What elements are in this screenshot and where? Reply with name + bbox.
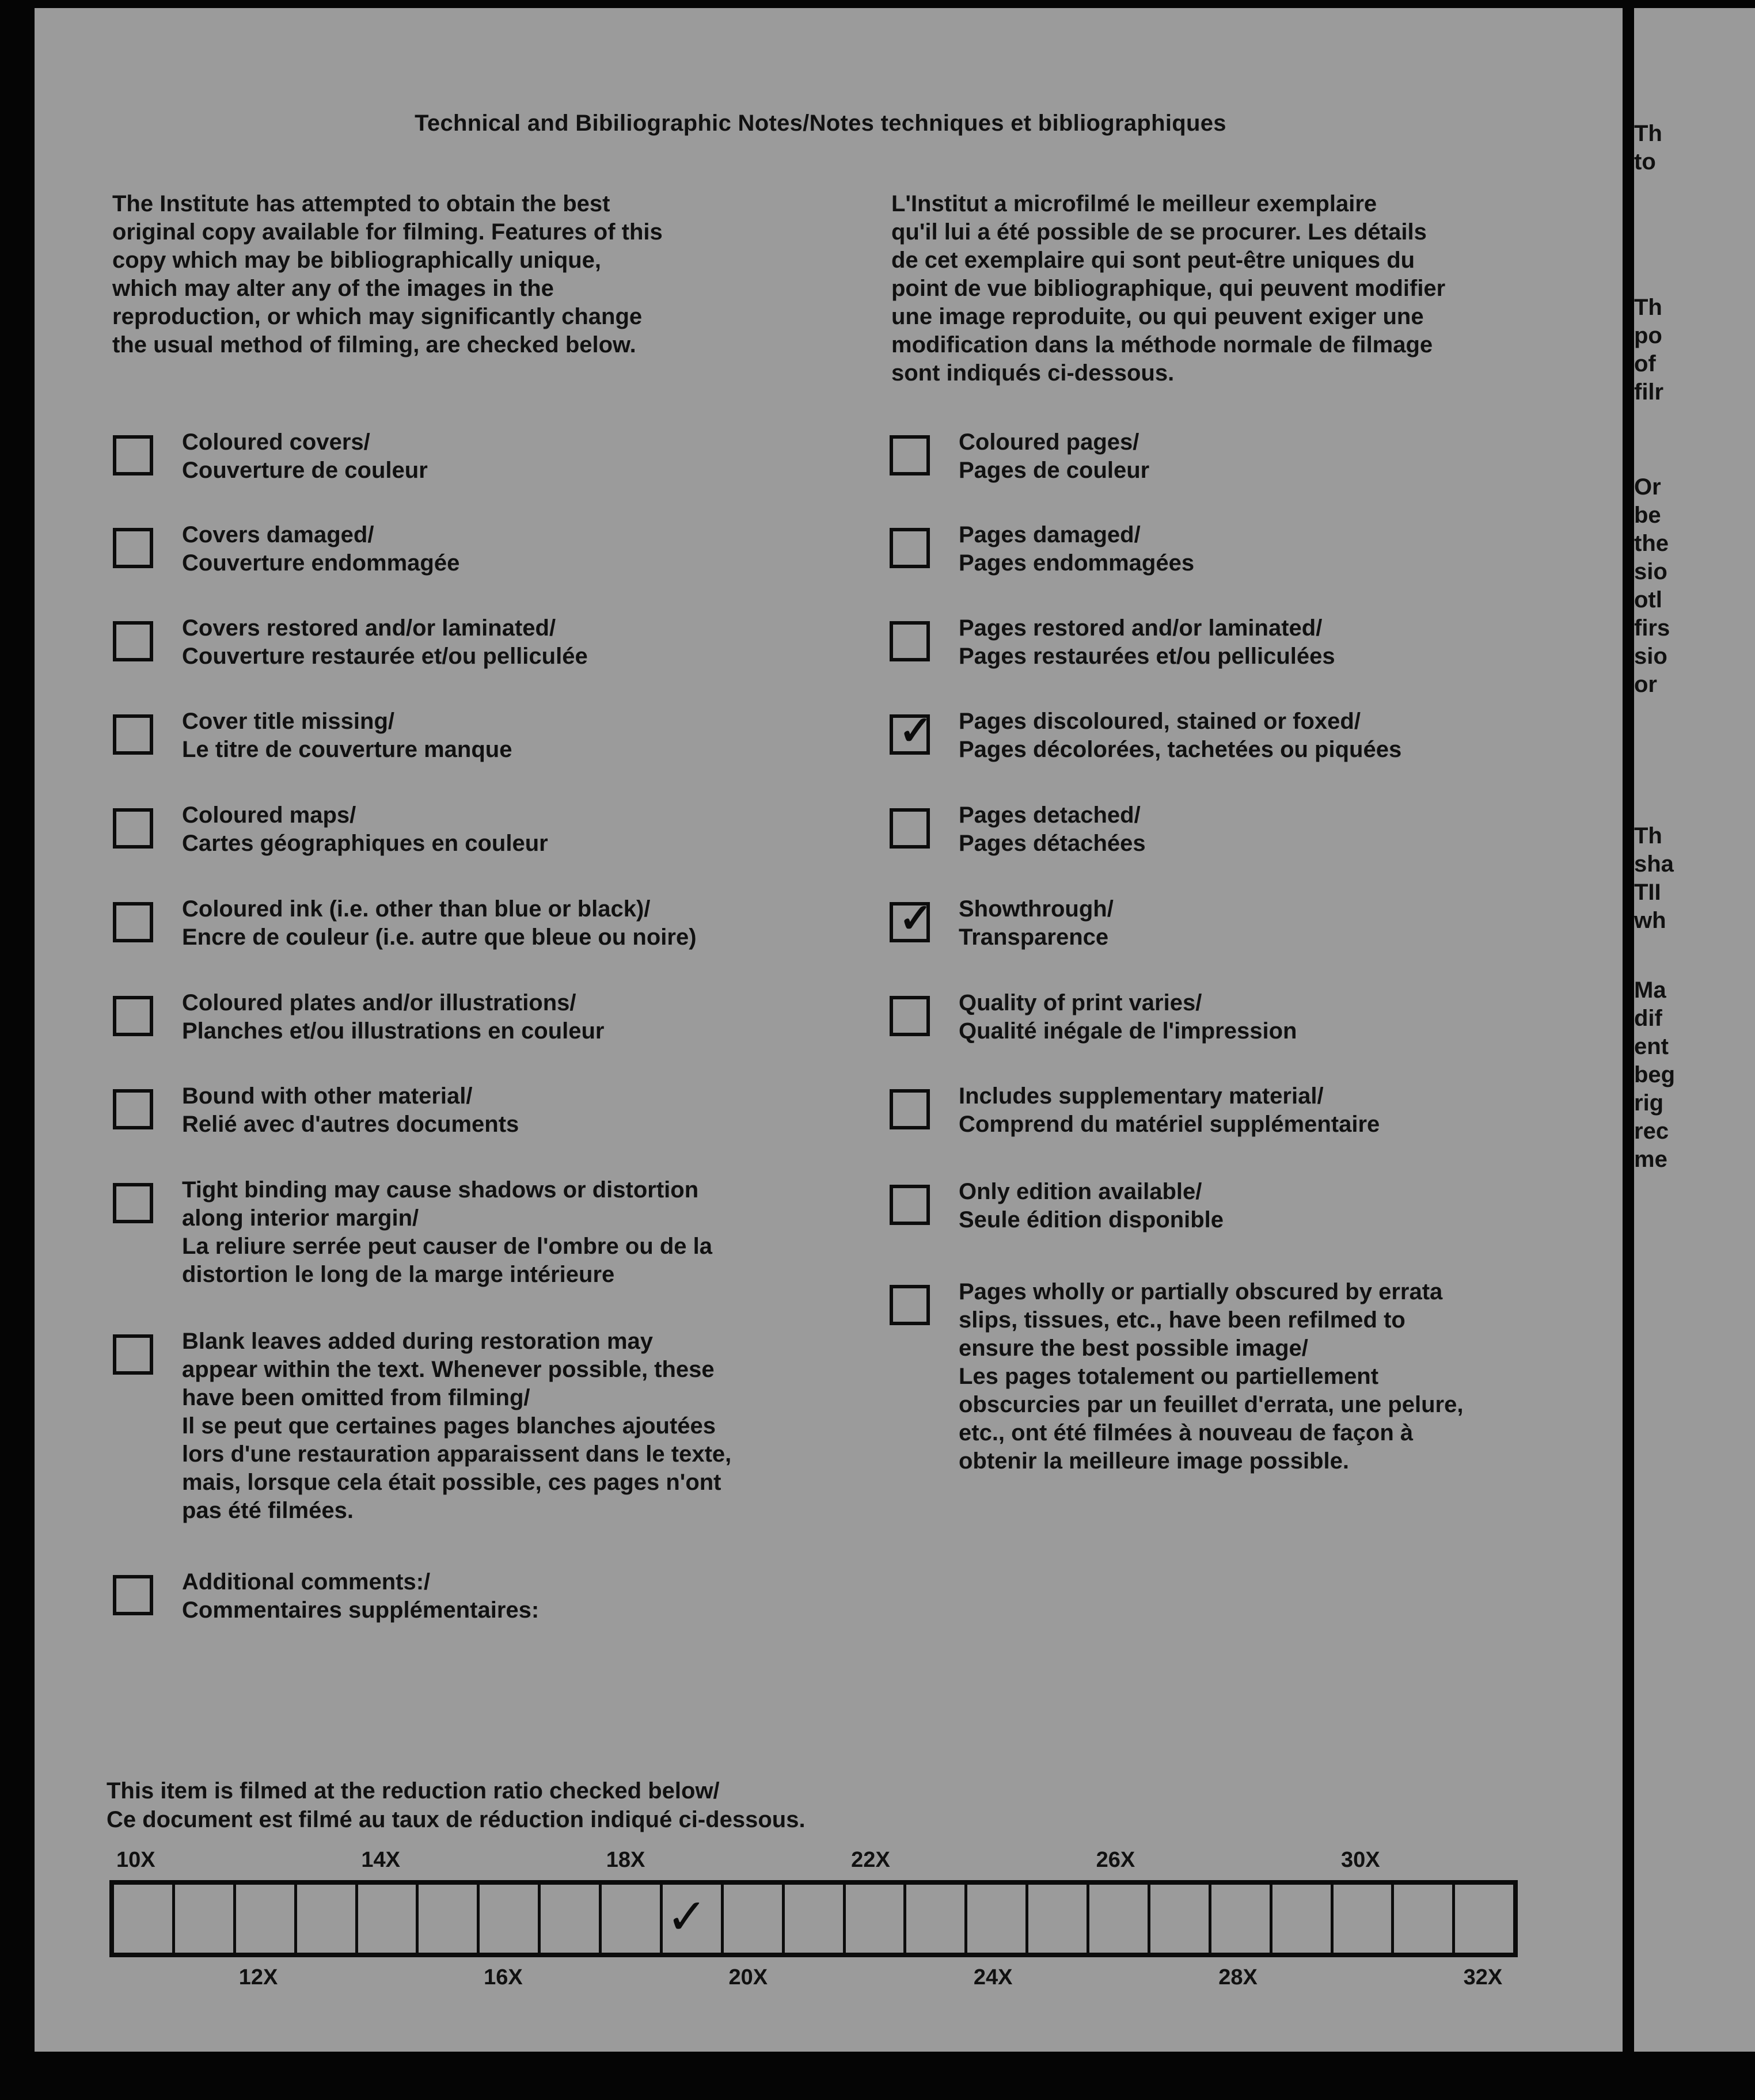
intro-line: original copy available for filming. Features of this [112,219,663,245]
strip-line: Or [1634,474,1661,500]
checklist-label [182,1082,844,1139]
checklist-label [959,521,1621,577]
checklist-label-line: Seule édition disponible [959,1207,1224,1232]
checklist-label [182,521,844,577]
ratio-tick-bottom: 32X [1463,1965,1503,1989]
strip-line: firs [1634,615,1670,641]
checklist-label [959,707,1621,764]
checkbox[interactable] [890,896,933,942]
strip-line: beg [1634,1062,1676,1087]
checkbox[interactable] [890,808,930,849]
checklist-label-line: pas été filmées. [182,1498,354,1523]
checklist-label-line: Les pages totalement ou partiellement [959,1364,1379,1389]
checklist-label-line: Quality of print varies/ [959,990,1202,1015]
checklist-label-line: Transparence [959,925,1109,950]
next-page-strip [1634,8,1755,2052]
checkmark-icon: ✓ [899,896,933,941]
checklist-label-line: Pages détachées [959,831,1146,856]
ratio-cell[interactable] [541,1885,602,1953]
checklist-label-line: Tight binding may cause shadows or distortion [182,1177,699,1203]
checklist-label [959,989,1621,1045]
checklist-label-line: Commentaires supplémentaires: [182,1597,540,1623]
checkbox[interactable] [113,996,153,1036]
ratio-cell[interactable] [1150,1885,1211,1953]
strip-line: TII [1634,880,1661,905]
checklist-label-line: Pages discoloured, stained or foxed/ [959,709,1361,734]
intro-line: qu'il lui a été possible de se procurer. Les détails [891,219,1427,245]
checklist-label-line: La reliure serrée peut causer de l'ombre ou de la [182,1234,712,1259]
checklist-label-line: Pages de couleur [959,458,1150,483]
intro-line: de cet exemplaire qui sont peut-être uniques du [891,248,1415,273]
checkbox[interactable] [890,528,930,568]
checklist-label [959,1082,1621,1139]
ratio-cell[interactable] [967,1885,1028,1953]
checklist-label-line: Pages wholly or partially obscured by errata [959,1279,1443,1304]
intro-french [891,190,1611,387]
checklist-label-line: Coloured covers/ [182,429,370,455]
checklist-label-line: Cover title missing/ [182,709,394,734]
ratio-cell[interactable] [663,1885,724,1953]
checklist-label-line: Only edition available/ [959,1179,1202,1204]
ratio-cell[interactable] [724,1885,785,1953]
strip-line: ent [1634,1034,1669,1059]
strip-block [1634,294,1663,406]
checkbox[interactable] [113,1089,153,1129]
checklist-label [182,989,844,1045]
checkbox[interactable] [890,621,930,661]
checklist-label-line: Planches et/ou illustrations en couleur [182,1018,605,1044]
strip-line: wh [1634,908,1666,933]
checklist-label-line: Pages restored and/or laminated/ [959,615,1323,641]
checklist-label [959,1178,1621,1234]
checklist-label-line: Covers restored and/or laminated/ [182,615,556,641]
ratio-cell[interactable] [1272,1885,1334,1953]
checklist-label-line: Coloured ink (i.e. other than blue or black)/ [182,896,651,922]
strip-line: dif [1634,1006,1662,1031]
checklist-label-line: Pages restaurées et/ou pelliculées [959,644,1335,669]
strip-line: to [1634,149,1656,174]
checklist-label-line: Pages décolorées, tachetées ou piquées [959,737,1402,762]
checklist-label-line: along interior margin/ [182,1205,419,1231]
ratio-cell[interactable] [1028,1885,1089,1953]
checkbox[interactable] [113,808,153,849]
reduction-heading-en: This item is filmed at the reduction ratio checked below/ [107,1778,720,1804]
checkbox[interactable] [113,528,153,568]
ratio-cell[interactable] [1334,1885,1395,1953]
strip-line: or [1634,672,1657,697]
checkbox[interactable] [890,435,930,475]
checklist-label-line: Le titre de couverture manque [182,737,512,762]
strip-block [1634,473,1670,699]
checkbox[interactable] [890,996,930,1036]
checkmark-icon: ✓ [899,708,933,753]
intro-line: sont indiqués ci-dessous. [891,360,1175,386]
checklist-label-line: obtenir la meilleure image possible. [959,1448,1349,1474]
ratio-cell[interactable] [480,1885,541,1953]
ratio-tick-bottom: 12X [238,1965,278,1989]
intro-line: the usual method of filming, are checked below. [112,332,636,357]
ratio-cell[interactable] [114,1885,175,1953]
intro-line: copy which may be bibliographically unique, [112,248,602,273]
checklist-label [182,895,844,952]
checklist-label [182,1568,844,1625]
ratio-cell[interactable] [785,1885,846,1953]
strip-line: Th [1634,823,1662,849]
checklist-label-line: Showthrough/ [959,896,1114,922]
checklist-label-line: Covers damaged/ [182,522,374,547]
checklist-label-line: Coloured plates and/or illustrations/ [182,990,576,1015]
checkbox[interactable] [113,1334,153,1375]
checklist-label-line: Pages detached/ [959,802,1141,828]
checklist-label-line: Comprend du matériel supplémentaire [959,1112,1380,1137]
intro-english [112,190,832,359]
checklist-label-line: Il se peut que certaines pages blanches ajoutées [182,1413,716,1439]
strip-line: the [1634,531,1669,556]
checklist-label-line: distortion le long de la marge intérieure [182,1262,615,1287]
ratio-tick-bottom: 28X [1218,1965,1258,1989]
ratio-cell[interactable] [906,1885,967,1953]
checklist-label [959,614,1621,671]
ratio-cell[interactable] [1211,1885,1272,1953]
checklist-label [182,614,844,671]
strip-line: otl [1634,587,1662,612]
checklist-label [959,428,1621,485]
ratio-tick-top: 22X [851,1848,890,1872]
ratio-tick-top: 26X [1096,1848,1135,1872]
checklist-label-line: Bound with other material/ [182,1083,473,1109]
checklist-label-line: Includes supplementary material/ [959,1083,1324,1109]
ratio-cell[interactable] [1455,1885,1513,1953]
ratio-cell[interactable] [419,1885,480,1953]
intro-line: modification dans la méthode normale de filmage [891,332,1433,357]
reduction-heading-fr: Ce document est filmé au taux de réduction indiqué ci-dessous. [107,1807,806,1832]
checklist-label-line: slips, tissues, etc., have been refilmed to [959,1307,1405,1333]
ratio-cell[interactable] [1089,1885,1150,1953]
notes-sheet [35,8,1623,2052]
intro-line: L'Institut a microfilmé le meilleur exemplaire [891,191,1377,216]
intro-line: une image reproduite, ou qui peuvent exiger une [891,304,1424,329]
checkbox[interactable] [113,1575,153,1615]
checklist-label [959,1278,1621,1475]
checklist-label-line: Coloured pages/ [959,429,1139,455]
ratio-cell[interactable] [1394,1885,1455,1953]
strip-line: be [1634,503,1661,528]
checklist-label-line: Coloured maps/ [182,802,356,828]
strip-line: rig [1634,1090,1664,1116]
ratio-cell[interactable] [602,1885,663,1953]
strip-line: sha [1634,851,1674,877]
checklist-label-line: ensure the best possible image/ [959,1336,1308,1361]
checklist-label [959,895,1621,952]
checkbox[interactable] [113,1183,153,1223]
ratio-tick-bottom: 24X [973,1965,1013,1989]
intro-line: which may alter any of the images in the [112,276,554,301]
strip-line: Th [1634,121,1662,146]
strip-line: of [1634,351,1656,376]
strip-line: filr [1634,379,1664,405]
checklist-label-line: appear within the text. Whenever possible, these [182,1357,715,1382]
intro-line: The Institute has attempted to obtain the best [112,191,610,216]
checklist-label-line: etc., ont été filmées à nouveau de façon à [959,1420,1414,1445]
checklist-label-line: Couverture endommagée [182,550,460,576]
checklist-label-line: have been omitted from filming/ [182,1385,530,1410]
intro-line: point de vue bibliographique, qui peuvent modifier [891,276,1446,301]
ratio-cell[interactable] [297,1885,358,1953]
strip-line: po [1634,323,1662,348]
checkbox[interactable] [113,621,153,661]
checkbox[interactable] [890,1285,930,1325]
ratio-tick-top: 18X [606,1848,645,1872]
checkbox[interactable] [890,1185,930,1225]
checklist-label-line: obscurcies par un feuillet d'errata, une pelure, [959,1392,1464,1417]
checklist-label-line: Additional comments:/ [182,1569,431,1595]
checklist-label-line: lors d'une restauration apparaissent dans le texte, [182,1441,732,1467]
ratio-cell[interactable] [236,1885,297,1953]
strip-line: sio [1634,559,1667,584]
checkbox[interactable] [890,708,933,755]
checklist-label [182,428,844,485]
page-title: Technical and Bibiliographic Notes/Notes techniques et bibliographiques [415,111,1226,136]
checkmark-icon: ✓ [666,1889,708,1945]
ratio-cell[interactable] [846,1885,907,1953]
reduction-ratio-grid [109,1880,1518,1957]
checklist-label-line: Pages damaged/ [959,522,1141,547]
checklist-label-line: Encre de couleur (i.e. autre que bleue ou noire) [182,925,697,950]
checklist-label [182,1176,844,1289]
checklist-label-line: Couverture de couleur [182,458,428,483]
ratio-tick-top: 10X [116,1848,155,1872]
ratio-tick-top: 14X [361,1848,401,1872]
checklist-label [182,801,844,858]
checklist-label-line: Blank leaves added during restoration may [182,1329,654,1354]
checklist-label-line: Couverture restaurée et/ou pelliculée [182,644,588,669]
checkbox[interactable] [113,714,153,755]
ratio-tick-bottom: 16X [484,1965,523,1989]
strip-line: Ma [1634,977,1666,1003]
checklist-label-line: Pages endommagées [959,550,1195,576]
strip-line: rec [1634,1119,1669,1144]
checklist-label-line: Cartes géographiques en couleur [182,831,548,856]
ratio-cell[interactable] [175,1885,236,1953]
strip-line: Th [1634,295,1662,320]
ratio-cell[interactable] [358,1885,419,1953]
intro-line: reproduction, or which may significantly change [112,304,643,329]
ratio-tick-top: 30X [1340,1848,1380,1872]
checkbox[interactable] [890,1089,930,1129]
ratio-tick-bottom: 20X [728,1965,768,1989]
checklist-label [182,1327,844,1525]
checklist-label [959,801,1621,858]
strip-block [1634,976,1675,1174]
checklist-label [182,707,844,764]
checklist-label-line: mais, lorsque cela était possible, ces pages n'ont [182,1470,721,1495]
strip-line: sio [1634,644,1667,669]
strip-line: me [1634,1147,1667,1172]
strip-block [1634,822,1674,935]
checklist-label-line: Qualité inégale de l'impression [959,1018,1297,1044]
checkbox[interactable] [113,435,153,475]
checkbox[interactable] [113,902,153,942]
checklist-label-line: Relié avec d'autres documents [182,1112,519,1137]
strip-block [1634,120,1662,176]
reduction-heading [107,1776,806,1834]
